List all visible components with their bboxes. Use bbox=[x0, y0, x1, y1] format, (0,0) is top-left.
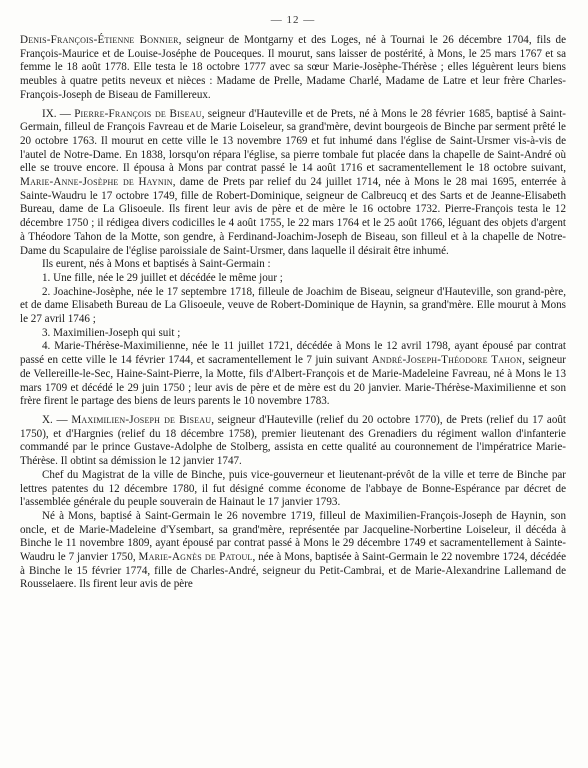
section-numeral: X. — bbox=[42, 413, 72, 426]
spouse-name: André-Joseph-Théodore Tahon bbox=[371, 354, 523, 367]
child-item bbox=[20, 340, 566, 409]
child-text: , seigneur de Vellereille-le-Sec, Haine-Saint-Pierre, la Motte, fils d'Albert-François et de Marie-Madeleine Favreau, né à Mons le 13 mars 1709 et décédé le 29 juin 1750 ; leur avis de père et de mère est du 20 janvier. Marie-Thérèse-Maximilienne et son frère firent le partage des biens de leurs parents le 10 novembre 1783. bbox=[20, 354, 566, 408]
child-text: 4. Marie-Thérèse-Maximilienne, née le 11 juillet 1721, décédée à Mons le 12 avril 1798, ayant épousé par contrat passé en cette ville le 14 février 1744, et sacramentellement le 7 juin suivant bbox=[20, 340, 566, 367]
section-x-paragraph-3 bbox=[20, 510, 566, 592]
section-text: , dame de Prets par relief du 24 juillet 1714, née à Mons le 28 mai 1695, enterrée à Sainte-Waudru le 17 octobre 1749, fille de Robert-Dominique, seigneur de Calbreucq et des Sarts et de Jeanne-Elisabeth Bureau, dame de La Glisoeule. Ils firent leur avis de père et de mère le 16 octobre 1732. Pierre-François testa le 12 décembre 1750 ; il rédigea divers codicilles le 4 août 1755, le 22 mars 1764 et le 25 août 1766, léguant des objets d'argent à Théodore Tahon de la Motte, son gendre, à Ferdinand-Joachim-Joseph de Biseau, son filleul et à la chapelle de Notre-Dame du Scapulaire de l'église paroissiale de Saint-Ursmer, dans laquelle il désirait être inhumé. bbox=[20, 176, 567, 257]
section-x-paragraph-2: Chef du Magistrat de la ville de Binche, puis vice-gouverneur et lieutenant-prévôt de la ville et terre de Binche par lettres patentes du 12 décembre 1780, il fut désigné comme économe de l'abbaye de Bonne-Espérance par décret de l'assemblée générale du peuple souverain de Hainaut le 17 janvier 1793. bbox=[20, 468, 566, 509]
person-name: Maximilien-Joseph de Biseau bbox=[71, 413, 212, 426]
section-numeral: IX. — bbox=[42, 107, 75, 120]
person-name: Pierre-François de Biseau bbox=[74, 107, 202, 120]
page-number: — 12 — bbox=[270, 14, 316, 26]
section-text: , seigneur d'Hauteville (relief du 20 octobre 1770), de Prets (relief du 17 août 1750), et d'Hargnies (relief du 18 décembre 1758), premier lieutenant des Grenadiers du régiment wallon d'infanterie commandé par le prince Gustave-Adolphe de Stolberg, assista en cette qualité au couronnement de l'impératrice Marie-Thérèse. Il obtint sa démission le 12 janvier 1747. bbox=[20, 413, 566, 468]
child-item: 2. Joachine-Josèphe, née le 17 septembre 1718, filleule de Joachim de Biseau, seigneur d'Hauteville, son grand-père, et de dame Elisabeth Bureau de La Glisoeule, veuve de Robert-Dominique de Haynin, sa grand'mère. Elle mourut à Mons le 27 avril 1746 ; bbox=[20, 285, 566, 326]
spouse-name: Marie-Anne-Josèphe de Haynin bbox=[20, 176, 173, 189]
section-text: , née à Mons, baptisée à Saint-Germain le 22 novembre 1724, décédée à Binche le 15 février 1774, fille de Charles-André, seigneur du Petit-Cambrai, et de Marie-Alexandrine Lallemand de Rousselaere. Ils firent leur avis de père bbox=[20, 551, 566, 591]
section-text: Né à Mons, baptisé à Saint-Germain le 26 novembre 1719, filleul de Maximilien-François-Joseph de Haynin, son oncle, et de Marie-Madeleine d'Ysembart, sa grand'mère, représentée par Jacqueline-Norbertine Loiseleur, il décéda à Binche le 11 novembre 1809, ayant épousé par contrat passé à Mons le 29 décembre 1749 et sacramentellement à Sainte-Waudru le 7 janvier 1750, bbox=[20, 509, 566, 564]
child-item: 1. Une fille, née le 29 juillet et décédée le même jour ; bbox=[42, 271, 283, 284]
spouse-name: Marie-Agnès de Patoul bbox=[138, 551, 253, 564]
children-list bbox=[20, 258, 566, 409]
child-item: 3. Maximilien-Joseph qui suit ; bbox=[42, 326, 181, 339]
section-text: , seigneur d'Hauteville et de Prets, né à Mons le 28 février 1685, baptisé à Saint-Germain, filleul de François Favreau et de Marie Loiseleur, sa grand'mère, devint bourgeois de Binche par serment prêté le 20 octobre 1763. Il mourut en cette ville le 13 novembre 1769 et fut inhumé dans l'église de Saint-Ursmer vis-à-vis de l'autel de Notre-Dame. En 1838, lorsqu'on répara l'église, sa pierre tombale fut placée dans la chapelle de Saint-André où elle se trouve encore. Il épousa à Mons par contrat passé le 14 août 1716 et sacramentellement le 18 octobre suivant, bbox=[20, 107, 566, 175]
person-name: Denis-François-Étienne Bonnier bbox=[20, 34, 179, 46]
children-intro: Ils eurent, nés à Mons et baptisés à Saint-Germain : bbox=[42, 258, 271, 271]
intro-text: , seigneur de Montgarny et des Loges, né à Tournai le 26 décembre 1704, fils de François-Maurice et de Louise-Joséphe de Pouceques. Il mourut, sans laisser de postérité, à Mons, le 25 mars 1767 et sa femme le 18 août 1778. Elle testa le 18 octobre 1777 avec sa sœur Marie-Josèphe-Thérèse ; elles léguèrent leurs biens meubles à quatre petits neveux et nièces : Madame de Prelle, Madame Charlé, Madame de Latre et leur frère Charles-François-Joseph de Biseau de Famillereux. bbox=[20, 34, 566, 101]
intro-paragraph bbox=[20, 34, 566, 103]
section-ix-paragraph bbox=[20, 108, 566, 259]
section-x-paragraph bbox=[20, 414, 566, 469]
